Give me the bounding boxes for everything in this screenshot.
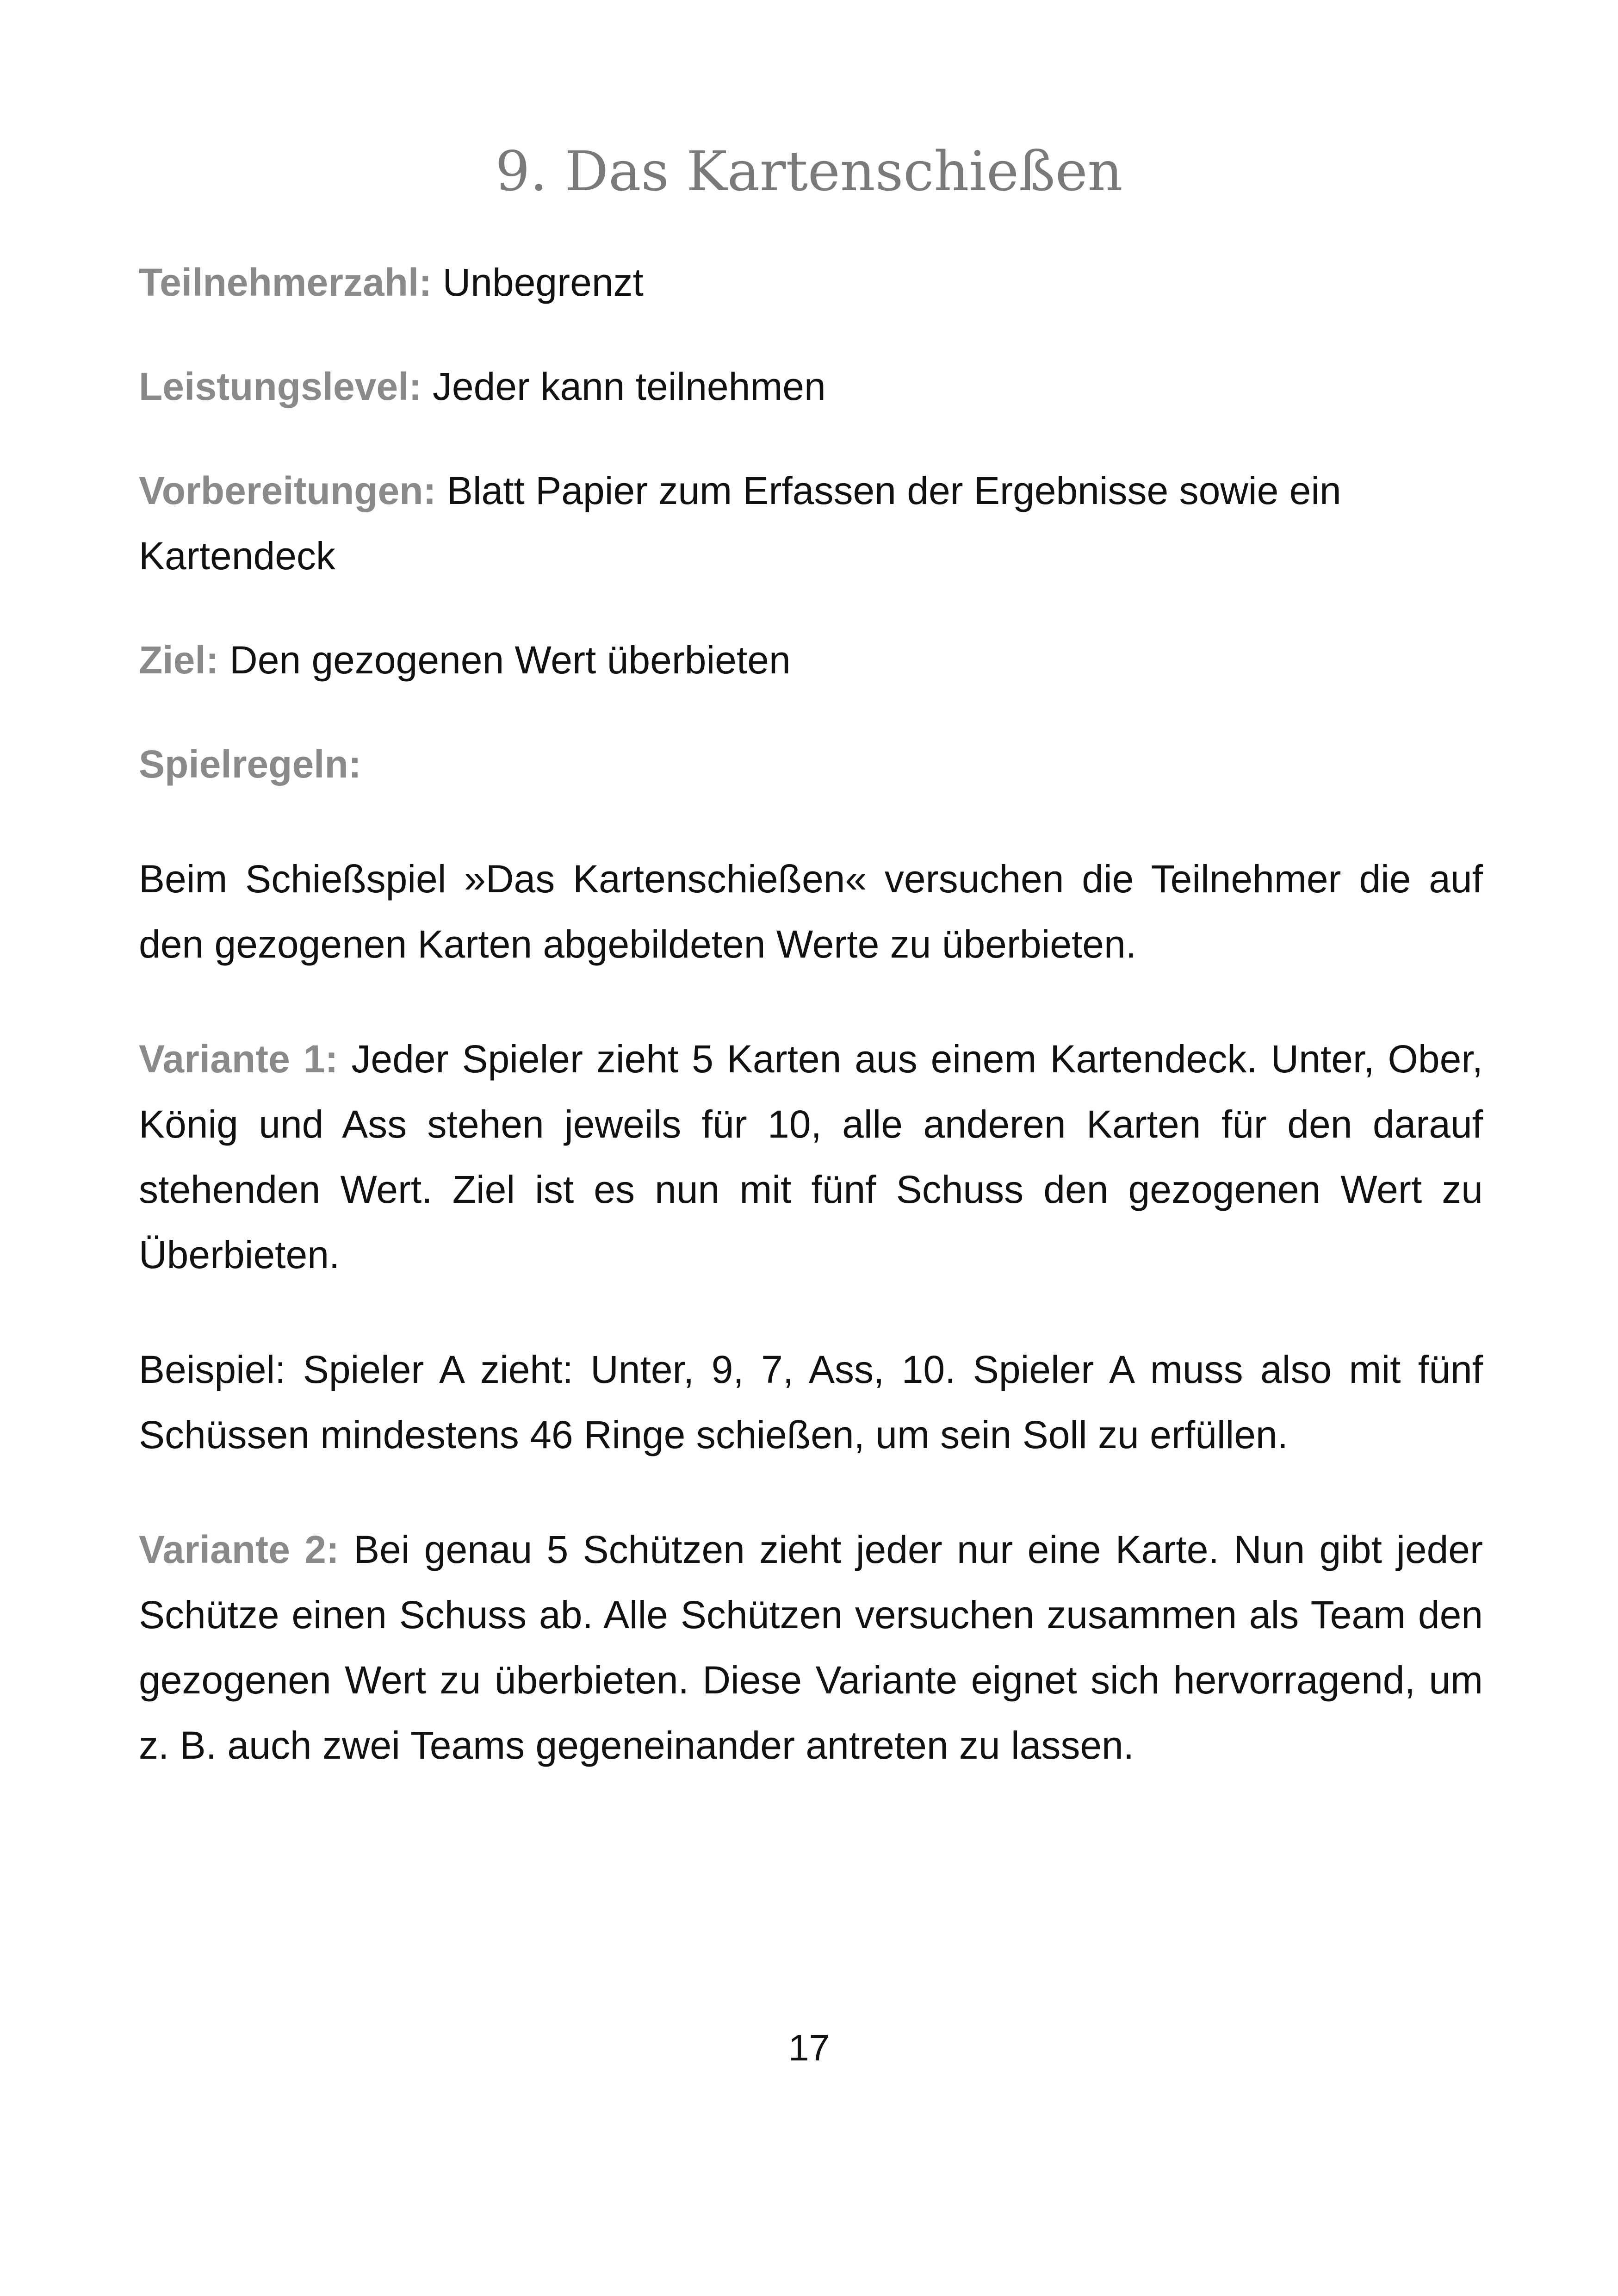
variante1-text: Jeder Spieler zieht 5 Karten aus einem Kartendeck. Unter, Ober, König und Ass stehen jeweils für 10, alle anderen Karten für den darauf stehenden Wert. Ziel ist es nun mit fünf Schuss den gezogenen Wert zu Überbieten.	[139, 1037, 1483, 1276]
teilnehmerzahl-value: Unbegrenzt	[442, 261, 644, 304]
teilnehmerzahl-label: Teilnehmerzahl:	[139, 261, 432, 304]
variante2-text: Bei genau 5 Schützen zieht jeder nur eine Karte. Nun gibt jeder Schütze einen Schuss ab. Alle Schützen versuchen zusammen als Team den gezogenen Wert zu überbieten. Diese Variante eignet sich hervorragend, um z. B. auch zwei Teams gegeneinander antreten zu lassen.	[139, 1528, 1483, 1767]
vorbereitungen-label: Vorbereitungen:	[139, 469, 436, 512]
spielregeln-heading	[139, 732, 1483, 797]
beispiel-paragraph: Beispiel: Spieler A zieht: Unter, 9, 7, Ass, 10. Spieler A muss also mit fünf Schüssen mindestens 46 Ringe schießen, um sein Soll zu erfüllen.	[139, 1348, 1483, 1456]
page-title: 9. Das Kartenschießen	[495, 139, 1123, 203]
leistungslevel-line	[139, 354, 1483, 419]
intro-paragraph: Beim Schießspiel »Das Kartenschießen« versuchen die Teilnehmer die auf den gezogenen Karten abgebildeten Werte zu überbieten.	[139, 857, 1483, 966]
content-area	[139, 250, 1483, 1778]
ziel-value: Den gezogenen Wert überbieten	[229, 638, 791, 682]
vorbereitungen-line	[139, 458, 1483, 589]
variante1-paragraph	[139, 1027, 1483, 1288]
ziel-label: Ziel:	[139, 638, 219, 682]
variante2-paragraph	[139, 1517, 1483, 1778]
vorbereitungen-value: Blatt Papier zum Erfassen der Ergebnisse sowie ein Kartendeck	[139, 469, 1341, 578]
variante2-label: Variante 2:	[139, 1528, 339, 1571]
leistungslevel-label: Leistungslevel:	[139, 365, 422, 408]
spielregeln-label: Spielregeln:	[139, 742, 361, 786]
page-number: 17	[788, 2027, 830, 2068]
ziel-line	[139, 628, 1483, 693]
leistungslevel-value: Jeder kann teilnehmen	[432, 365, 826, 408]
variante1-label: Variante 1:	[139, 1037, 338, 1081]
teilnehmerzahl-line	[139, 250, 1483, 315]
